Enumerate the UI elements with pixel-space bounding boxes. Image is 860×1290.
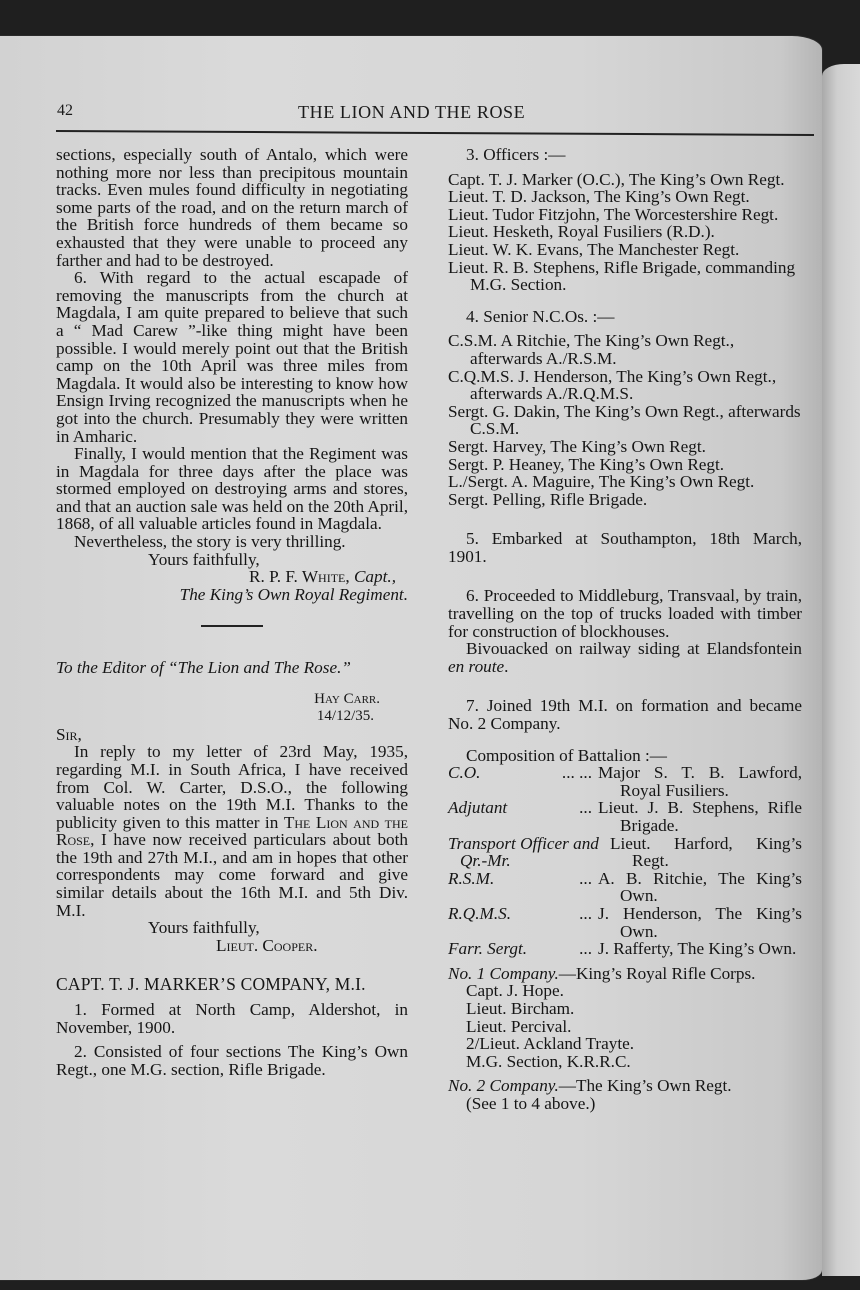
- bivouac-paragraph: [448, 640, 802, 675]
- composition-role: Transport Officer and Qr.-Mr.: [448, 833, 599, 871]
- letter-2-body: [56, 743, 408, 919]
- signature-1-rank: Capt.,: [349, 567, 396, 587]
- composition-value: Lieut. Harford, King’s Regt.: [610, 833, 802, 871]
- running-head: [0, 36, 822, 136]
- company-1-label: No. 1 Company.: [448, 963, 559, 983]
- composition-heading: Composition of Battalion :—: [466, 745, 667, 765]
- list-item: Lieut. T. D. Jackson, The King’s Own Regt.: [448, 187, 750, 207]
- company-2-regiment: —The King’s Own Regt.: [558, 1076, 732, 1096]
- company-1-line: [448, 965, 802, 983]
- list-item: Lieut. Hesketh, Royal Fusiliers (R.D.).: [448, 222, 715, 242]
- left-column: [56, 146, 408, 1078]
- company-2-note: (See 1 to 4 above.): [466, 1093, 596, 1113]
- officers-list: [448, 171, 802, 294]
- composition-value: A. B. Ritchie, The King’s Own.: [598, 868, 802, 906]
- section-divider: [201, 625, 263, 627]
- paragraph-6: 6. With regard to the actual escapade of removing the manuscripts from the church at Magdala, I am quite prepared to believe that such a “ Mad Carew ”-like thing might have been possible. I would merely point out that the British camp on the 10th April was three miles from Magdala. It would also be interesting to know how Ensign Irving recognized the manuscripts when he got into the church. Presumably they were written in Amharic.: [56, 268, 408, 446]
- closing-1: Yours faithfully,: [148, 549, 260, 569]
- company-1-regiment: —King’s Royal Rifle Corps.: [558, 963, 756, 983]
- item-1: 1. Formed at North Camp, Aldershot, in November, 1900.: [56, 1000, 408, 1037]
- letter-2-place: Hay Carr.: [314, 690, 380, 707]
- composition-role: R.S.M. ...: [448, 868, 592, 888]
- letter-2-body-text-continued: , I have now received particulars about both the 19th and 27th M.I., and am in hopes that other correspondents may come forward and give similar details about the 16th M.I. and 5th Div. M.I.: [56, 830, 408, 920]
- finally-paragraph: Finally, I would mention that the Regiment was in Magdala for three days after the place was stormed employed on destroying arms and stores, and that an auction sale was held on the 20th April, 1868, of all valuable articles found in Magdala.: [56, 444, 408, 534]
- composition-row: [448, 764, 802, 799]
- bivouac-italic: en route: [448, 656, 505, 676]
- list-item: Lieut. Tudor Fitzjohn, The Worcestershire Regt.: [448, 204, 779, 224]
- signature-1-regiment: The King’s Own Royal Regiment.: [179, 584, 408, 604]
- company-2-line: [448, 1077, 802, 1095]
- ncos-heading: 4. Senior N.C.Os. :—: [466, 306, 615, 326]
- letter-2-date: 14/12/35.: [316, 708, 374, 725]
- composition-value: J. Rafferty, The King’s Own.: [598, 939, 797, 959]
- company-1-members: [448, 982, 802, 1070]
- composition-role: Farr. Sergt. ...: [448, 939, 592, 959]
- list-item: Sergt. G. Dakin, The King’s Own Regt., afterwards C.S.M.: [448, 401, 801, 439]
- officers-heading: 3. Officers :—: [466, 145, 566, 164]
- header-rule: [56, 130, 814, 136]
- composition-value: Lieut. J. B. Stephens, Rifle Brigade.: [598, 798, 802, 835]
- list-item: Lieut. Bircham.: [466, 998, 575, 1018]
- list-item: Capt. T. J. Marker (O.C.), The King’s Own Regt.: [448, 169, 785, 189]
- composition-value: Major S. T. B. Lawford, Royal Fusiliers.: [598, 763, 802, 800]
- letter-2-heading: To the Editor of “The Lion and The Rose.”: [56, 657, 351, 677]
- continuation-paragraph: sections, especially south of Antalo, which were nothing more nor less than precipitous mountain tracks. Even mules found difficulty in negotiating some parts of the road, and on the return march of the British force hundreds of them became so exhausted that they were unable to proceed any farther and had to be destroyed.: [56, 145, 408, 270]
- item-2: 2. Consisted of four sections The King’s Own Regt., one M.G. section, Rifle Brigade.: [56, 1042, 408, 1079]
- company-2-label: No. 2 Company.: [448, 1076, 559, 1096]
- bivouac-text: Bivouacked on railway siding at Elandsfontein: [466, 639, 802, 659]
- signature-1-name: R. P. F. White,: [249, 567, 350, 587]
- ncos-list: [448, 332, 802, 508]
- list-item: Sergt. Pelling, Rifle Brigade.: [448, 489, 648, 509]
- magazine-page: [0, 36, 822, 1280]
- list-item: M.G. Section, K.R.R.C.: [466, 1051, 631, 1071]
- composition-row: [448, 905, 802, 940]
- letter-2-salutation: Sir,: [56, 724, 82, 744]
- composition-row: [448, 870, 802, 905]
- list-item: Sergt. P. Heaney, The King’s Own Regt.: [448, 454, 725, 474]
- journal-name-reference: The Lion and the Rose: [56, 812, 409, 850]
- item-5: 5. Embarked at Southampton, 18th March, 1901.: [448, 529, 802, 566]
- list-item: C.Q.M.S. J. Henderson, The King’s Own Regt., afterwards A./R.Q.M.S.: [448, 366, 777, 404]
- list-item: Capt. J. Hope.: [466, 981, 564, 1001]
- letter-2-body-text: In reply to my letter of 23rd May, 1935, regarding M.I. in South Africa, I have received from Col. W. Carter, D.S.O., the following valuable notes on the 19th M.I. Thanks to the publicity given to this matter in: [56, 742, 408, 832]
- list-item: Lieut. Percival.: [466, 1016, 572, 1036]
- list-item: Sergt. Harvey, The King’s Own Regt.: [448, 436, 706, 456]
- composition-row: [448, 799, 802, 834]
- composition-row: [448, 940, 802, 958]
- section-heading: CAPT. T. J. MARKER’S COMPANY, M.I.: [56, 974, 366, 995]
- composition-role: R.Q.M.S. ...: [448, 903, 592, 923]
- signature-2: Lieut. Cooper.: [216, 935, 318, 955]
- composition-role: C.O. ... ...: [448, 763, 592, 783]
- list-item: Lieut. W. K. Evans, The Manchester Regt.: [448, 239, 740, 259]
- next-page-edge: [822, 64, 860, 1276]
- signature-1: [56, 568, 408, 586]
- list-item: 2/Lieut. Ackland Trayte.: [466, 1034, 635, 1054]
- item-7: 7. Joined 19th M.I. on formation and became No. 2 Company.: [448, 696, 802, 734]
- closing-2: Yours faithfully,: [148, 918, 260, 938]
- journal-title: THE LION AND THE ROSE: [298, 102, 526, 122]
- list-item: L./Sergt. A. Maguire, The King’s Own Regt.: [448, 472, 755, 492]
- composition-value: J. Henderson, The King’s Own.: [598, 903, 802, 941]
- composition-row: [448, 835, 802, 870]
- list-item: Lieut. R. B. Stephens, Rifle Brigade, commanding M.G. Section.: [448, 257, 796, 295]
- page-number: 42: [57, 102, 73, 119]
- item-6: 6. Proceeded to Middleburg, Transvaal, by train, travelling on the top of trucks loaded with timber for construction of blockhouses.: [448, 586, 802, 641]
- bivouac-end: .: [504, 656, 509, 676]
- list-item: C.S.M. A Ritchie, The King’s Own Regt., afterwards A./R.S.M.: [448, 331, 735, 368]
- nevertheless-line: Nevertheless, the story is very thrilling.: [74, 532, 346, 552]
- right-column: [448, 146, 802, 1113]
- composition-table: [448, 764, 802, 958]
- composition-role: Adjutant ...: [448, 798, 592, 818]
